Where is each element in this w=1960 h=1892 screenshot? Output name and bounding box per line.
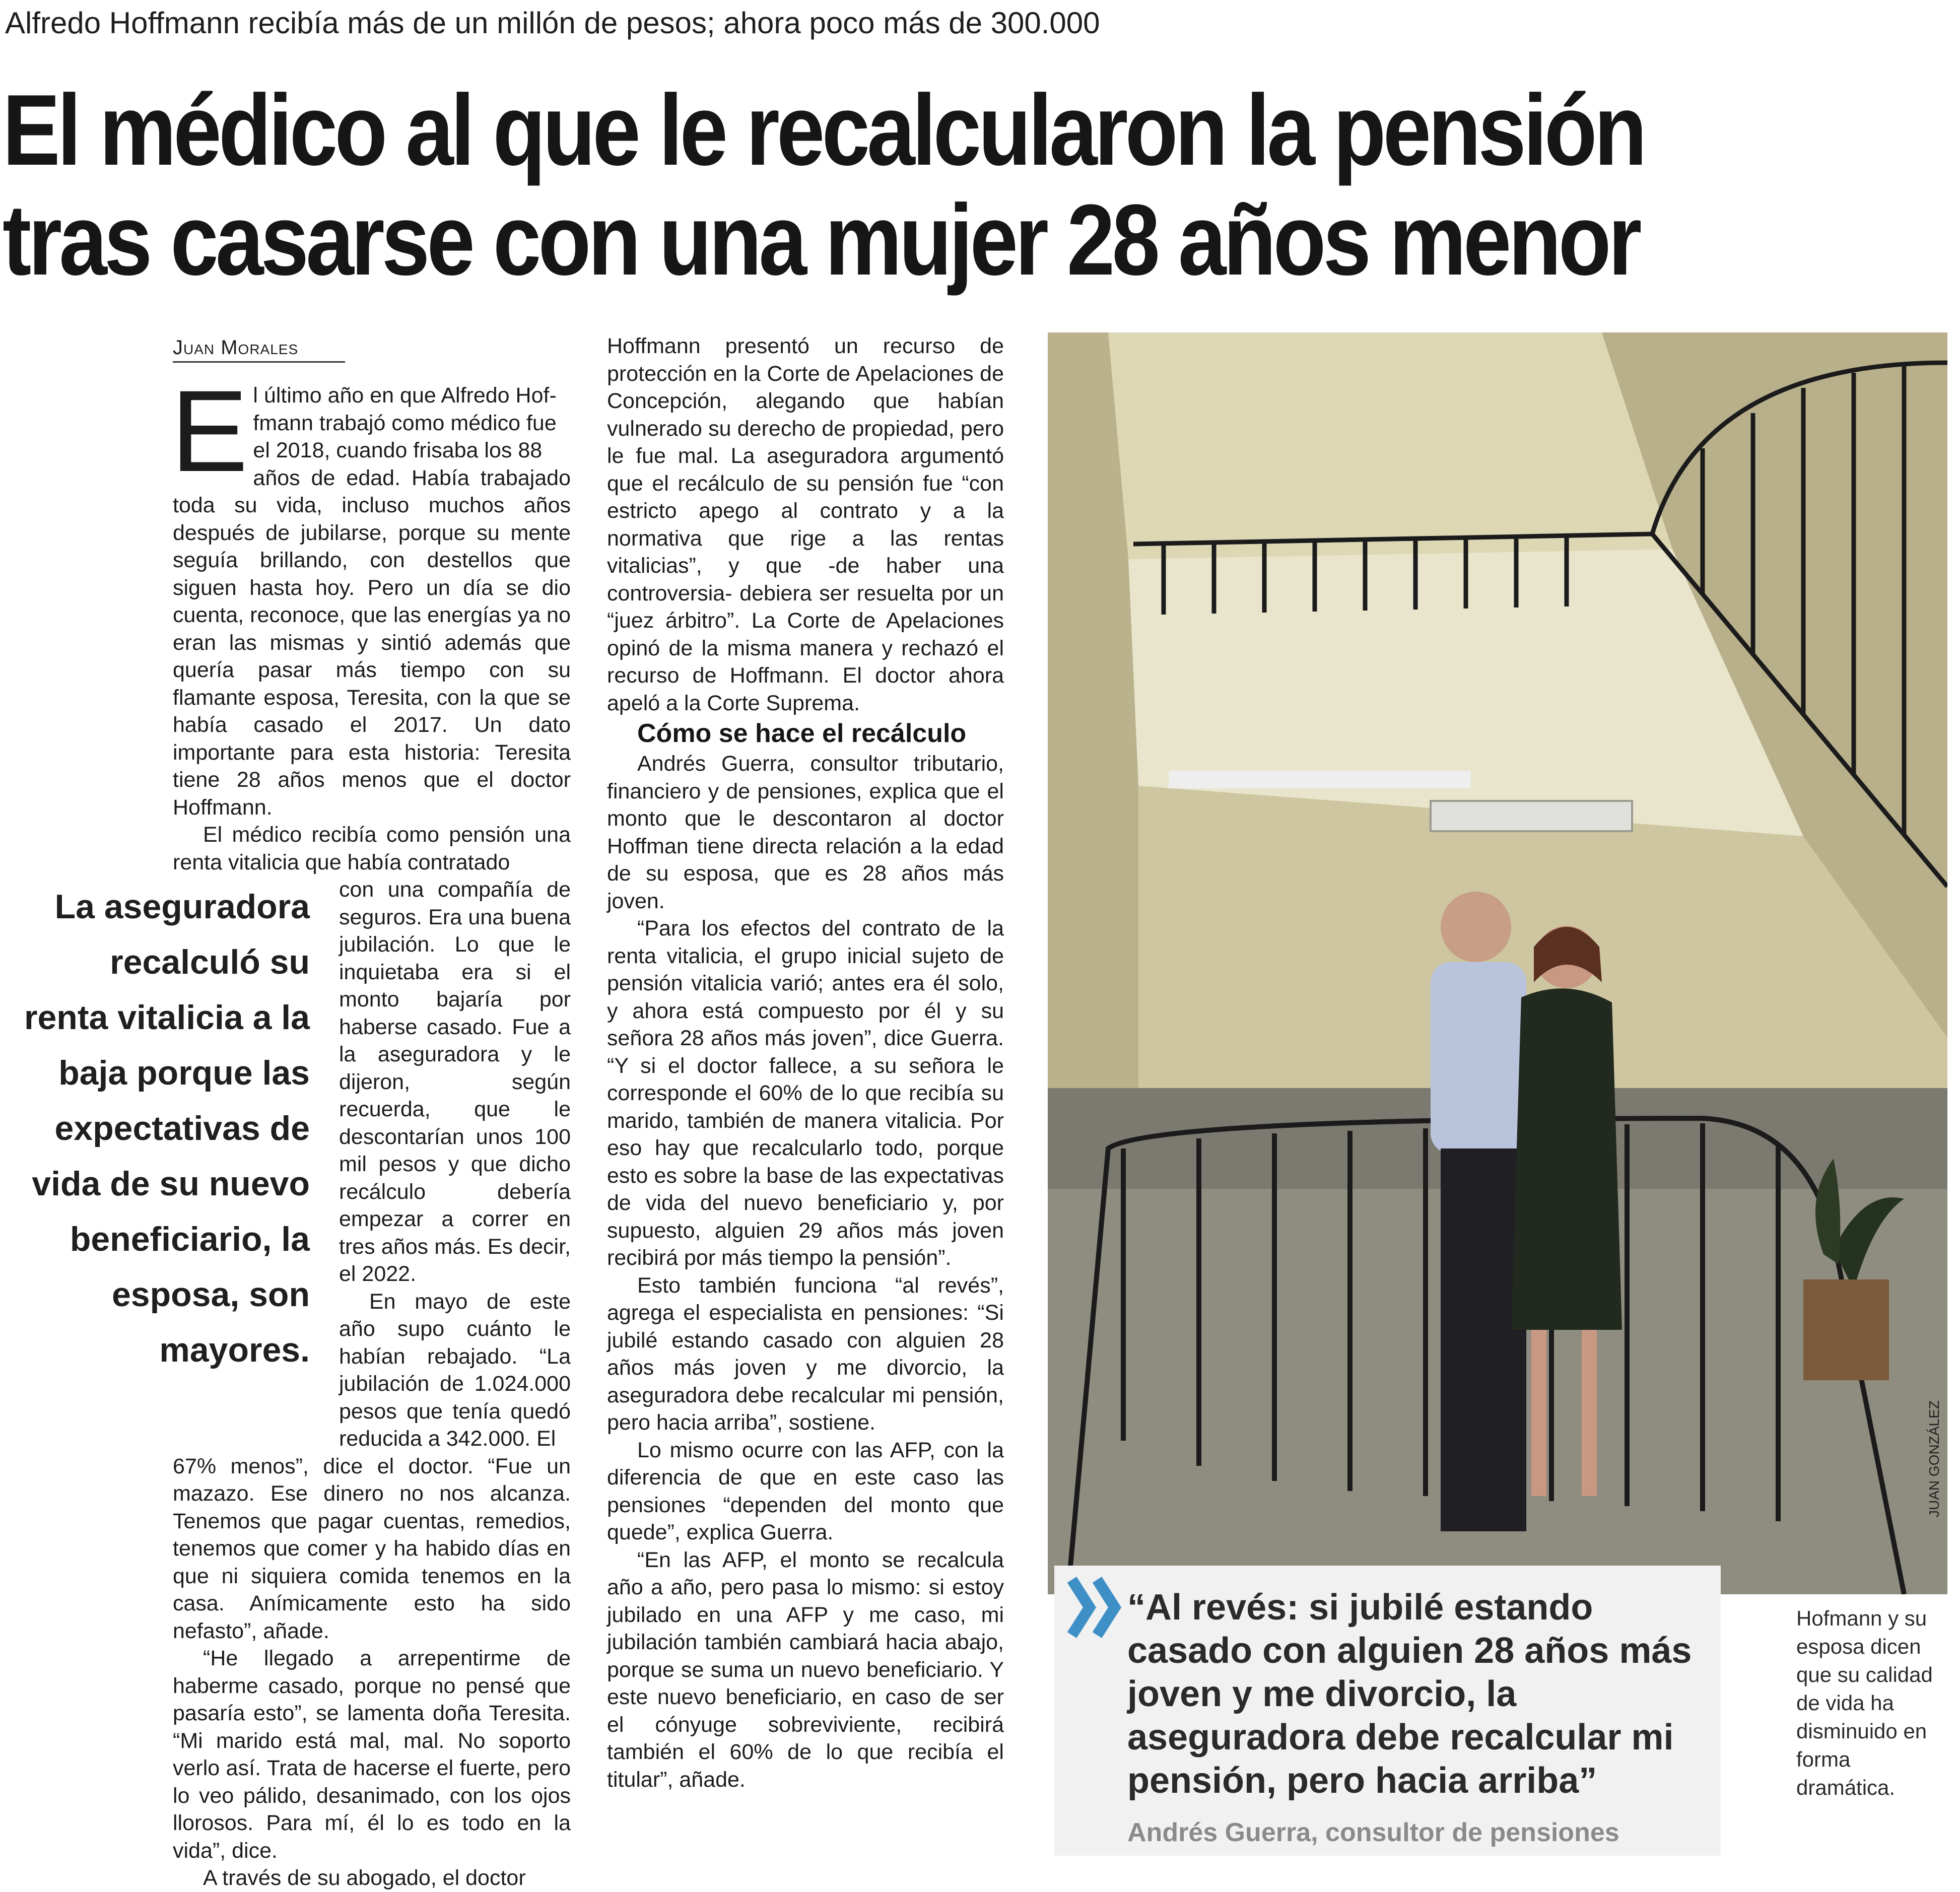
photo-couple-staircase: [1048, 332, 1947, 1594]
caption-line: disminuido en: [1796, 1719, 1927, 1743]
paragraph: “En las AFP, el monto se recalcula año a año, pero pasa lo mismo: si estoy jubilado en una AFP y me caso, mi jubilación también cambiará hacia abajo, porque se suma un nuevo beneficiario. Y este nuevo beneficiario, en caso de ser el cónyuge sobreviviente, recibirá también el 60% de lo que recibía el titular”, añade.: [607, 1547, 1004, 1792]
quote-line: casado con alguien 28 años más: [1127, 1631, 1692, 1671]
quote-line: joven y me divorcio, la: [1127, 1674, 1517, 1714]
paragraph: años de edad. Había trabajado toda su vida, incluso muchos años después de jubilarse, porque su mente seguía brillando, con destellos que siguen hasta hoy. Pero un día se dio cuenta, reconoce, que las energías ya no eran las mismas y sintió además que quería pasar más tiempo con su flamante esposa, Teresita, con la que se había casado el 2017. Un dato importante para esta historia: Teresita tiene 28 años menos que el doctor Hoffmann.: [173, 465, 571, 820]
photo-illustration: [1048, 332, 1947, 1594]
pull-quote-line: baja porque las: [58, 1054, 310, 1092]
photo-credit: JUAN GONZÁLEZ: [1926, 1400, 1942, 1517]
paragraph: A través de su abogado, el doctor: [203, 1866, 526, 1890]
paragraph: Esto también funciona “al revés”, agrega el especialista en pensiones: “Si jubilé estando casado con alguien 28 años más joven y me divorcio, la aseguradora debe recalcular mi pensión, pero hacia arriba”, sostiene.: [607, 1273, 1004, 1435]
caption-line: Hofmann y su: [1796, 1606, 1927, 1630]
paragraph: “He llegado a arrepentirme de haberme casado, porque no pensé que pasaría esto”, se lamenta doña Teresita. “Mi marido está mal, mal. No soporto verlo así. Trata de hacerse el fuerte, pero lo veo pálido, desanimado, con los ojos llorosos. Para mí, él lo es todo en la vida”, dice.: [173, 1646, 571, 1863]
caption-line: dramática.: [1796, 1776, 1896, 1799]
pull-quote-line: renta vitalicia a la: [24, 998, 310, 1037]
paragraph: En mayo de este año supo cuánto le habían rebajado. “La jubilación de 1.024.000 pesos que tenía quedó reducida a 342.000. El: [339, 1289, 571, 1451]
quote-text: [1127, 1586, 1712, 1802]
paragraph: El médico recibía como pensión una renta vitalicia que había contratado: [173, 823, 571, 874]
pull-quote-line: vida de su nuevo: [32, 1165, 310, 1203]
caption-line: forma: [1796, 1747, 1851, 1771]
photo-caption: [1796, 1604, 1952, 1802]
paragraph: con una compañía de seguros. Era una buena jubilación. Lo que le inquietaba era si el monto bajaría por haberse casado. Fue a la aseguradora y le dijeron, según recuerda, que le descontarían unos 100 mil pesos y que dicho recálculo debería empezar a correr en tres años más. Es decir, el 2022.: [339, 877, 571, 1286]
caption-line: de vida ha: [1796, 1691, 1894, 1715]
pull-quote-line: mayores.: [159, 1331, 310, 1369]
kicker: Alfredo Hoffmann recibía más de un millón de pesos; ahora poco más de 300.000: [5, 6, 1100, 40]
pull-quote-line: expectativas de: [54, 1109, 310, 1147]
quote-attribution: Andrés Guerra, consultor de pensiones: [1127, 1818, 1619, 1847]
drop-cap: E: [171, 366, 248, 496]
dropcap-line-3: el 2018, cuando frisaba los 88: [253, 438, 543, 462]
headline-line-2: tras casarse con una mujer 28 años menor: [3, 184, 1639, 296]
pull-quote-line: esposa, son: [111, 1275, 310, 1314]
paragraph: Andrés Guerra, consultor tributario, financiero y de pensiones, explica que el monto que le descontaron al doctor Hoffman tiene directa relación a la edad de su esposa, que es 28 años más joven.: [607, 752, 1004, 913]
quote-box: [1054, 1566, 1721, 1856]
dropcap-line-2: fmann trabajó como médico fue: [253, 411, 557, 435]
quote-line: “Al revés: si jubilé estando: [1127, 1587, 1593, 1628]
byline: Juan Morales: [173, 335, 345, 363]
caption-line: que su calidad: [1796, 1663, 1933, 1686]
narrow-block: [339, 876, 571, 1453]
subheading: Cómo se hace el recálculo: [637, 719, 967, 748]
headline: [3, 76, 1947, 295]
headline-line-1: El médico al que le recalcularon la pensión: [3, 74, 1644, 186]
caption-line: esposa dicen: [1796, 1635, 1921, 1658]
pull-quote-line: recalculó su: [110, 943, 310, 981]
paragraph: Lo mismo ocurre con las AFP, con la diferencia de que en este caso las pensiones “dependen del monto que quede”, explica Guerra.: [607, 1438, 1004, 1544]
pull-quote-line: beneficiario, la: [70, 1220, 310, 1258]
article-column-2: [607, 332, 1004, 1793]
pull-quote: [3, 879, 310, 1378]
paragraph: Hoffmann presentó un recurso de protección en la Corte de Apelaciones de Concepción, alegando que habían vulnerado su derecho de propiedad, pero le fue mal. La aseguradora argumentó que el recálculo de su pensión fue “con estricto apego al contrato y a la normativa que rige a las rentas vitalicias”, y que -de haber una controversia- debiera ser resuelta por un “juez árbitro”. La Corte de Apelaciones opinó de la misma manera y rechazó el recurso de Hoffmann. El doctor ahora apeló a la Corte Suprema.: [607, 334, 1004, 715]
quote-line: aseguradora debe recalcular mi: [1127, 1717, 1674, 1758]
quote-line: pensión, pero hacia arriba”: [1127, 1761, 1597, 1801]
paragraph: “Para los efectos del contrato de la renta vitalicia, el grupo inicial sujeto de pensión vitalicia varió; antes era él solo, y ahora está compuesto por él y su señora 28 años más joven”, dice Guerra. “Y si el doctor fallece, a su señora le corresponde el 60% de lo que recibía su marido, también de manera vitalicia. Por eso hay que recalcularlo todo, porque esto es sobre la base de las expectativas de vida del nuevo beneficiario y, por supuesto, alguien 29 años más joven recibirá por más tiempo la pensión”.: [607, 916, 1004, 1270]
double-chevron-icon: [1064, 1575, 1125, 1640]
paragraph: 67% menos”, dice el doctor. “Fue un mazazo. Ese dinero no nos alcanza. Tenemos que pagar cuentas, remedios, tenemos que comer y ha habido días en que ni siquiera comida tenemos en la casa. Anímicamente esto ha sido nefasto”, añade.: [173, 1454, 571, 1643]
pull-quote-line: La aseguradora: [54, 888, 310, 926]
dropcap-line-1: l último año en que Alfredo Hof-: [253, 383, 557, 408]
